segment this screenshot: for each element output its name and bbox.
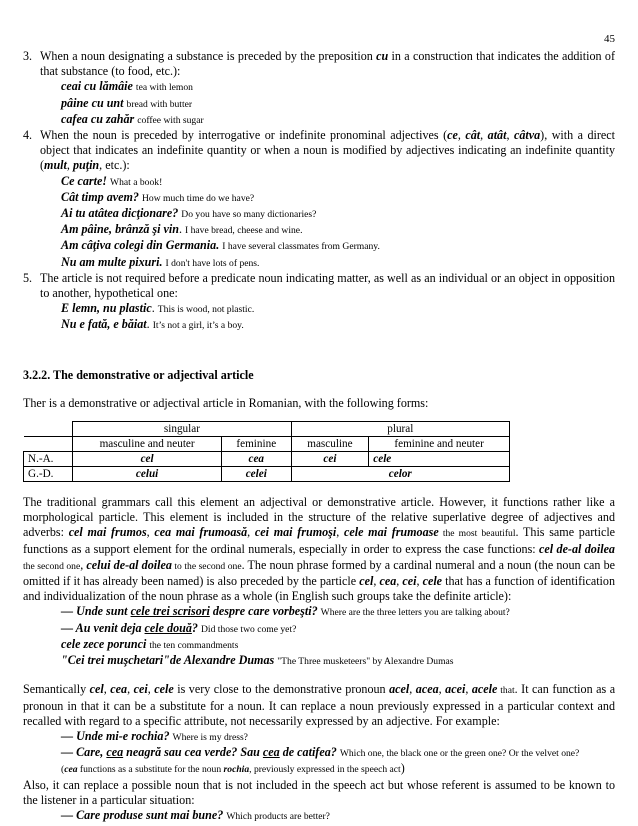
table-cell: celui (73, 467, 222, 482)
list-item-5: 5. The article is not required before a predicate noun indicating matter, as well as an individual or an object in opposition to another, hypothetical one: (23, 270, 615, 301)
example-note: (cea functions as a substitute for the noun rochia, previously expressed in the speech act) (61, 761, 405, 776)
example-line: Nu e fată, e băiat. It’s not a girl, it’s a boy. (61, 317, 244, 332)
example-line: — Care produse sunt mai bune? Which products are better? (61, 807, 330, 822)
table-cell: cei (291, 452, 369, 467)
page-number: 45 (604, 33, 615, 45)
table-cell: celor (291, 467, 509, 482)
example-line: Nu am multe pixuri. I don't have lots of pens. (61, 254, 260, 269)
list-number: 5. (23, 270, 33, 285)
list-number: 4. (23, 128, 33, 143)
page-content (23, 49, 615, 824)
table-subheader: feminine and neuter (369, 437, 510, 452)
intro-paragraph: Ther is a demonstrative or adjectival article in Romanian, with the following forms: (23, 395, 429, 410)
example-line: pâine cu unt bread with butter (61, 95, 193, 110)
table-header-plural: plural (291, 422, 509, 437)
example-line: cele zece porunci the ten commandments (61, 636, 239, 651)
paragraph-traditional-grammars: The traditional grammars call this element an adjectival or demonstrative article. However, it functions rather like a morphological particle. This element is included in the structure of the relative superlative degree of adjectives and adverbs: cel mai frumos, cea mai frumoasă, cei mai frumoşi, cele mai frumoase the most beautiful. This same particle functions as a support element for the ordinal numerals, especially in order to express the case functions: cel de-al doilea the second one, celui de-al doilea to the second one. The noun phrase formed by a cardinal numeral and a noun (the noun can be omitted if it has already been named) is also preceded by the particle cel, cea, cei, cele that has a function of identification and individualization of the noun phrase as a whole (in English such groups take the definite article): (23, 495, 616, 604)
article-forms-table (23, 421, 510, 482)
table-cell: cea (221, 452, 291, 467)
example-line: E lemn, nu plastic. This is wood, not plastic. (61, 301, 255, 316)
table-subheader: feminine (221, 437, 291, 452)
list-item-4: 4. When the noun is preceded by interrogative or indefinite pronominal adjectives (ce, cât, atât, câtva), with a direct object that indicates an indefinite quantity or when a noun is modified by adjectives indicating an indefinite quantity (mult, puţin, etc.): (23, 128, 616, 173)
table-header-singular: singular (73, 422, 291, 437)
table-case: G.-D. (24, 467, 73, 482)
section-heading: 3.2.2. The demonstrative or adjectival article (23, 367, 254, 382)
table-cell: cele (369, 452, 510, 467)
example-line: "Cei trei muşchetari"de Alexandre Dumas "The Three musketeers" by Alexandre Dumas (61, 653, 454, 668)
paragraph-also: Also, it can replace a possible noun that is not included in the speech act but whose referent is assumed to be known to the listener in a particular situation: (23, 777, 615, 807)
table-cell: celei (221, 467, 291, 482)
example-line: — Care, cea neagră sau cea verde? Sau cea de catifea? Which one, the black one or the green one? Or the velvet one? (61, 745, 580, 760)
table-case: N.-A. (24, 452, 73, 467)
table-row (24, 467, 510, 482)
example-line: — Au venit deja cele două? Did those two come yet? (61, 620, 297, 635)
example-line: — Unde sunt cele trei scrisori despre care vorbeşti? Where are the three letters you are talking about? (61, 604, 510, 619)
table-subheader: masculine and neuter (73, 437, 222, 452)
example-line: Ai tu atâtea dicţionare? Do you have so many dictionaries? (61, 206, 317, 221)
example-line: Am câţiva colegi din Germania. I have several classmates from Germany. (61, 238, 380, 253)
paragraph-semantically: Semantically cel, cea, cei, cele is very close to the demonstrative pronoun acel, acea, acei, acele that. It can function as a pronoun in that it can be a substitute for a noun. It can replace a noun previously expressed in a particular context and recalled with regard to a specific attribute, not necessarily expressed by an adjective. For example: (23, 682, 616, 728)
table-row (24, 452, 510, 467)
table-subheader: masculine (291, 437, 369, 452)
example-line: — Unde mi-e rochia? Where is my dress? (61, 728, 248, 743)
example-line: cafea cu zahăr coffee with sugar (61, 111, 204, 126)
example-line: Am pâine, brânză şi vin. I have bread, cheese and wine. (61, 222, 303, 237)
table-corner (24, 422, 73, 437)
example-line: ceai cu lămâie tea with lemon (61, 79, 193, 94)
table-corner (24, 437, 73, 452)
example-line: Ce carte! What a book! (61, 173, 163, 188)
example-line: Cât timp avem? How much time do we have? (61, 189, 255, 204)
table-cell: cel (73, 452, 222, 467)
list-item-3: 3. When a noun designating a substance is preceded by the preposition cu in a construction that indicates the addition of that substance (to food, etc.): (23, 49, 615, 79)
list-number: 3. (23, 49, 33, 63)
